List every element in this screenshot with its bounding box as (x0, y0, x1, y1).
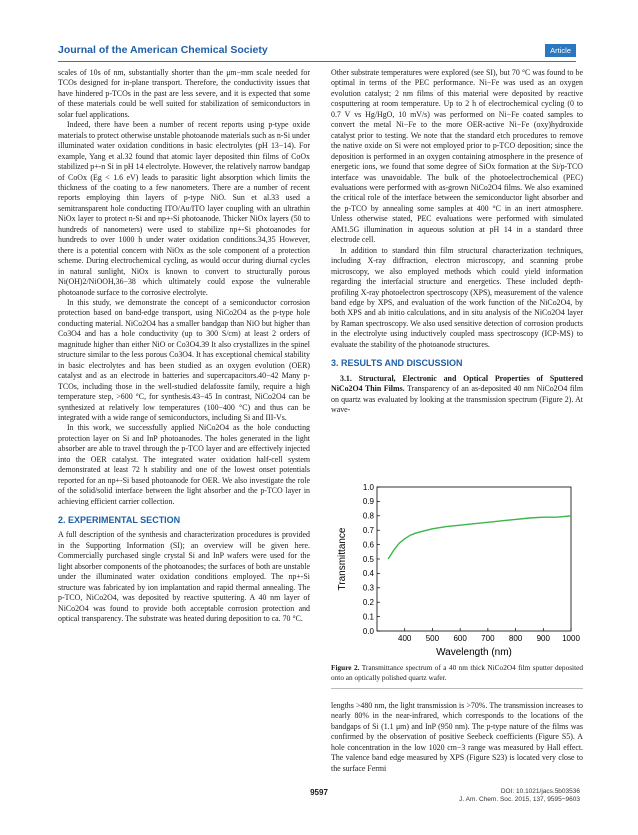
x-tick-label: 900 (536, 634, 550, 643)
paragraph: Other substrate temperatures were explored (see SI), but 70 °C was found to be optimal in terms of the PEC performance. Ni−Fe was used as an oxygen evolution catalyst; 2 nm films of this material were deposited by reactive cosputtering at room temperature. Up to 2 h of electrochemical cycling (0 to 0.7 V vs Hg/HgO, 10 mV/s) was performed on Ni−Fe coated samples to convert the metal Ni−Fe to the more OER-active Ni−Fe (oxy)hydroxide catalyst prior to testing. We note that the standard etch procedures to remove the native oxide on Si were not employed prior to p-TCO deposition; since the deposition is performed in an oxygen containing atmosphere in the presence of energetic ions, we found that some degree of SiOx formation at the Si/p-TCO interface was unavoidable. The bulk of the photoelectrochemical (PEC) evaluations were performed with as-grown NiCo2O4 films. We also examined the critical role of the interface between the semiconductor light absorber and the p-TCO by annealing some samples at 400 °C in an inert atmosphere. Unless otherwise stated, PEC evaluations were performed with simulated AM1.5G illumination in aqueous solution at pH 14 in a standard three electrode cell. (331, 68, 583, 245)
paragraph: A full description of the synthesis and characterization procedures is provided in the Supporting Information (SI); an overview will be given here. Commercially purchased single crystal Si and InP wafers were used for the light absorber components of the photoanodes; the surfaces of both are unstable under the illuminated water oxidation conditions employed. The np+-Si structure was fabricated by ion implantation and rapid thermal annealing. The p-TCO, NiCo2O4, was deposited by reactive sputtering. A 40 nm layer of NiCo2O4 was found to provide both acceptable corrosion protection and optical transparency. The substrate was heated during deposition to ca. 70 °C. (58, 530, 310, 624)
series-line (388, 516, 571, 559)
x-tick-label: 1000 (562, 634, 580, 643)
left-column (58, 68, 310, 625)
footer-doi (459, 788, 580, 804)
caption-text: Transmittance spectrum of a 40 nm thick NiCo2O4 film sputter deposited onto an optically polished quartz wafer. (331, 663, 583, 682)
caption-divider (331, 688, 583, 689)
article-badge: Article (545, 44, 576, 57)
y-tick-label: 0.7 (362, 526, 374, 535)
journal-title: Journal of the American Chemical Society (58, 44, 268, 56)
y-tick-label: 0.6 (362, 540, 374, 550)
figure-caption (331, 663, 583, 682)
x-tick-label: 500 (425, 634, 440, 643)
plot-frame (377, 487, 571, 631)
x-tick-label: 600 (453, 634, 467, 643)
paragraph (331, 374, 583, 416)
paragraph-text: Transparency of an as-deposited 40 nm NiCo2O4 film on quartz was evaluated by looking at the transmission spectrum (Figure 2). At wave- (331, 384, 583, 415)
section-heading-results: 3. RESULTS AND DISCUSSION (331, 358, 463, 369)
x-tick-label: 700 (481, 634, 495, 643)
transmittance-chart (331, 479, 583, 659)
subsection-heading: 3.1. Structural, Electronic and Optical Properties of Sputtered NiCo2O4 Thin Films. (331, 373, 583, 394)
y-tick-label: 0.2 (362, 598, 374, 607)
paragraph: In this study, we demonstrate the concept of a semiconductor corrosion protection based on band-edge transport, using NiCo2O4 as the p-type hole conducting material. NiCo2O4 has a smaller bandgap than NiO but higher than Co3O4 and has a hole conductivity (up to 300 S/cm) at least 2 orders of magnitude higher than either NiO or Co3O4.39 It also crystallizes in the spinel structure similar to the less porous Co3O4. It has exceptional chemical stability in basic electrolytes and has been studied as an oxygen evolution (OER) catalyst and as an electrode in batteries and supercapacitors.40−42 Many p-TCOs, including those in the well-studied delafossite family, require a high temperature step, >600 °C, for synthesis.43−45 In contrast, NiCo2O4 can be synthesized at relatively low temperatures (100−400 °C) and thus can be integrated with a wide range of semiconductors, including Si and III-Vs. (58, 297, 310, 422)
y-tick-label: 0.0 (362, 626, 374, 636)
paragraph: Indeed, there have been a number of recent reports using p-type oxide materials to protect otherwise unstable photoanode materials such as n-Si under illuminated water oxidation conditions in basic electrolytes (pH 13−14). For example, Yang et al.32 found that atomic layer deposited thin films of CoOx stabilized p+-n Si in pH 14 electrolyte. However, the relatively narrow bandgap of CoOx (Eg < 1.6 eV) leads to parasitic light absorption which limits the thickness of the coating to a few nanometers. There are a number of recent reports employing thin layers of p-type NiO. Sun et al.33 used a semitransparent hole conducting ITO/Au/ITO layer coupling with an ultrathin NiOx layer to protect n-Si and np+-Si photoanode. Thicker NiOx layers (50 to hundreds of nanometers) were used to stabilize np+-Si photoanodes for hundreds to over 1000 h under water oxidation conditions.34,35 However, there is a potential concern with NiOx as the sole component of a protection scheme. During electrochemical cycling, as would occur during diurnal cycles in natural sunlight, NiOx is known to convert to structurally porous Ni(OH)2/NiOOH,36−38 which ultimately could expose the vulnerable photoanode surface to the corrosive electrolyte. (58, 120, 310, 297)
paragraph: In this work, we successfully applied NiCo2O4 as the hole conducting protection layer on Si and InP photoanodes. The holes generated in the light absorber are able to travel through the p-TCO layer and are effectively injected into the OER catalyst. The integrated water oxidation half-cell system demonstrated at least 72 h stability and one of the lowest onset potentials reported for an np+-Si based photoanode for OER. We also investigate the role of the solid/solid interface between the light absorber and the p-TCO layer in achieving efficient carrier collection. (58, 423, 310, 506)
citation-text: J. Am. Chem. Soc. 2015, 137, 9595−9603 (459, 796, 580, 803)
y-tick-label: 0.1 (362, 612, 374, 622)
page-header (58, 44, 576, 60)
y-tick-label: 0.3 (362, 583, 374, 593)
x-tick-label: 400 (398, 634, 412, 643)
doi-text: DOI: 10.1021/jacs.5b03536 (500, 788, 580, 795)
x-tick-label: 800 (508, 634, 523, 643)
paragraph: lengths >480 nm, the light transmission is >70%. The transmission increases to nearly 80% in the near-infrared, which corresponds to the locations of the bandgaps of Si (1.1 μm) and InP (950 nm). The p-type nature of the films was confirmed by the observation of positive Seebeck coefficients (Figure S5). A hole concentration in the low 1020 cm−3 range was measured by Hall effect. The valence band edge measured by XPS (Figure S23) is located very close to the surface Fermi (331, 700, 583, 773)
header-rule (58, 61, 576, 62)
y-tick-label: 0.5 (362, 554, 374, 564)
x-axis-label: Wavelength (nm) (436, 647, 512, 658)
right-column-continued (331, 693, 583, 782)
y-axis-label: Transmittance (337, 527, 348, 591)
right-column (331, 68, 583, 416)
paragraph: scales of 10s of nm, substantially shorter than the μm−mm scale needed for TCOs designed for in-plane transport. Therefore, the conductivity issues that have hindered p-TCOs in the past are less severe, and it is expected that some of these materials could be well suited for stabilization of semiconductors in solar fuel applications. (58, 68, 310, 119)
y-tick-label: 0.8 (362, 511, 374, 521)
y-tick-label: 0.9 (362, 497, 374, 507)
section-heading-experimental: 2. EXPERIMENTAL SECTION (58, 515, 181, 526)
caption-label: Figure 2. (331, 663, 360, 672)
page-number: 9597 (310, 788, 328, 797)
y-tick-label: 1.0 (362, 482, 374, 492)
paragraph: In addition to standard thin film structural characterization techniques, including X-ray diffraction, electron microscopy, and scanning probe microscopy, we also employed methods which could yield information regarding the interfacial structure and energetics. These included depth-profiling X-ray photoelectron spectroscopy (XPS), measurement of the valence band edge by XPS, and evaluation of the work function of the NiCo2O4, by both XPS and ab initio calculations, and in situ analysis of the NiCo2O4 layer by Raman spectroscopy. We also used sensitive detection of corrosion products in the electrolyte using inductively coupled mass spectroscopy (ICP-MS) to evaluate the stability of the photoanode structures. (331, 245, 583, 349)
y-tick-label: 0.4 (362, 569, 374, 579)
